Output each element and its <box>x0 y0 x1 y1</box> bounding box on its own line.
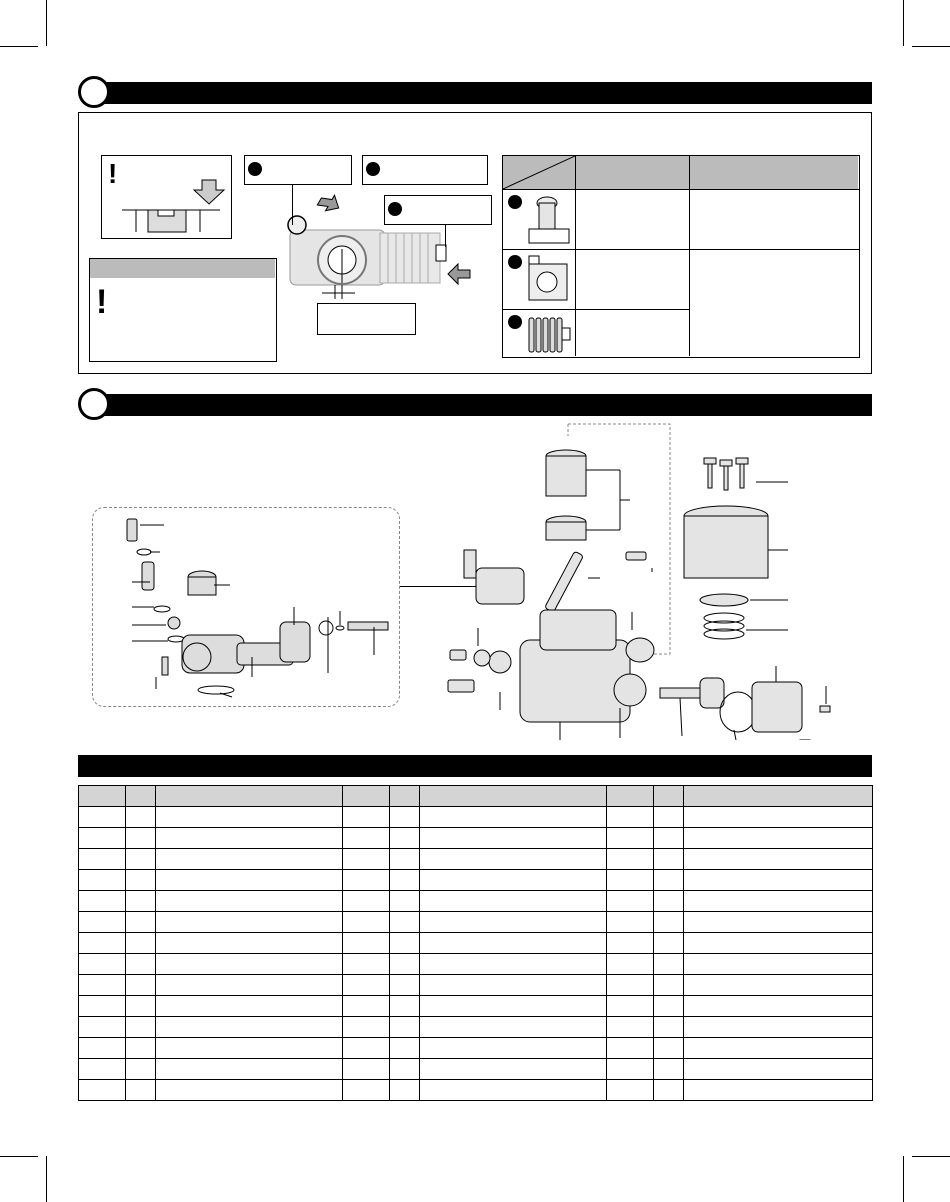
header-cell <box>79 786 126 807</box>
table-cell <box>607 828 654 849</box>
section-1-header-bar <box>98 82 872 104</box>
row-divider <box>503 189 859 190</box>
table-cell <box>126 933 156 954</box>
row-3-dot <box>508 315 522 329</box>
table-cell <box>390 870 420 891</box>
table-cell <box>79 807 126 828</box>
header-cell <box>126 786 156 807</box>
table-cell <box>343 807 390 828</box>
table-cell <box>607 975 654 996</box>
table-cell <box>654 1059 684 1080</box>
table-cell <box>607 891 654 912</box>
diagonal-header-line <box>503 156 575 189</box>
table-cell <box>390 1080 420 1101</box>
table-cell <box>684 828 873 849</box>
inspection-table <box>502 155 860 358</box>
row-1-dot <box>508 195 522 209</box>
leader-line <box>292 185 293 225</box>
header-cell <box>343 786 390 807</box>
crop-mark <box>903 1156 904 1202</box>
table-cell <box>654 891 684 912</box>
table-cell <box>684 975 873 996</box>
table-cell <box>654 933 684 954</box>
table-cell <box>79 870 126 891</box>
table-cell <box>156 912 343 933</box>
table-cell <box>79 828 126 849</box>
table-cell <box>684 1059 873 1080</box>
table-row <box>79 1080 873 1101</box>
crop-mark <box>46 0 47 46</box>
table-cell <box>79 996 126 1017</box>
table-cell <box>156 975 343 996</box>
table-cell <box>390 975 420 996</box>
table-cell <box>684 954 873 975</box>
table-cell <box>420 870 607 891</box>
table-cell <box>684 996 873 1017</box>
table-cell <box>156 807 343 828</box>
table-cell <box>343 849 390 870</box>
table-cell <box>684 912 873 933</box>
carburetor-exploded-view <box>92 507 402 707</box>
table-cell <box>390 954 420 975</box>
crop-mark <box>0 1156 38 1157</box>
table-cell <box>343 996 390 1017</box>
warning-mark: ! <box>108 158 118 189</box>
table-cell <box>390 807 420 828</box>
table-cell <box>684 849 873 870</box>
parts-table <box>78 785 873 1101</box>
table-cell <box>420 1059 607 1080</box>
table-cell <box>79 1059 126 1080</box>
table-cell <box>420 996 607 1017</box>
table-cell <box>343 912 390 933</box>
table-cell <box>126 1017 156 1038</box>
table-cell <box>343 891 390 912</box>
table-cell <box>79 891 126 912</box>
parts-table-body <box>79 807 873 1101</box>
table-row <box>79 975 873 996</box>
table-cell <box>156 954 343 975</box>
table-cell <box>126 807 156 828</box>
table-cell <box>343 1017 390 1038</box>
table-cell <box>420 1038 607 1059</box>
table-cell <box>420 807 607 828</box>
table-cell <box>79 849 126 870</box>
table-cell <box>126 1038 156 1059</box>
row-2-dot <box>508 255 522 269</box>
caution-header <box>90 259 275 278</box>
table-cell <box>390 933 420 954</box>
table-cell <box>79 1017 126 1038</box>
crop-mark <box>912 46 950 47</box>
table-cell <box>420 1017 607 1038</box>
callout-b <box>362 155 488 185</box>
col-divider <box>689 156 690 356</box>
table-cell <box>156 1017 343 1038</box>
table-cell <box>156 849 343 870</box>
table-cell <box>79 1080 126 1101</box>
header-cell <box>607 786 654 807</box>
table-cell <box>654 1017 684 1038</box>
row-divider <box>503 249 859 250</box>
table-cell <box>607 912 654 933</box>
table-row <box>79 1059 873 1080</box>
table-row <box>79 1017 873 1038</box>
header-cell <box>684 786 873 807</box>
table-cell <box>420 933 607 954</box>
table-cell <box>607 807 654 828</box>
table-row <box>79 828 873 849</box>
table-cell <box>420 954 607 975</box>
table-cell <box>420 891 607 912</box>
table-cell <box>156 1059 343 1080</box>
groove-diagram <box>102 156 233 240</box>
table-cell <box>684 1017 873 1038</box>
callout-a-dot <box>248 162 262 176</box>
table-cell <box>390 996 420 1017</box>
table-cell <box>684 870 873 891</box>
table-cell <box>79 933 126 954</box>
table-cell <box>126 1059 156 1080</box>
table-cell <box>156 891 343 912</box>
warning-box <box>101 155 232 239</box>
table-cell <box>654 849 684 870</box>
table-cell <box>156 870 343 891</box>
table-cell <box>156 1080 343 1101</box>
table-cell <box>684 807 873 828</box>
table-cell <box>420 828 607 849</box>
table-cell <box>79 912 126 933</box>
table-cell <box>390 912 420 933</box>
table-row <box>79 954 873 975</box>
table-cell <box>654 975 684 996</box>
table-cell <box>607 996 654 1017</box>
table-cell <box>126 849 156 870</box>
table-cell <box>343 870 390 891</box>
header-cell <box>420 786 607 807</box>
table-cell <box>343 975 390 996</box>
table-cell <box>126 1080 156 1101</box>
callout-b-dot <box>366 162 380 176</box>
table-cell <box>126 828 156 849</box>
air-filter-thumbnail <box>525 314 573 356</box>
table-cell <box>126 891 156 912</box>
table-cell <box>420 912 607 933</box>
table-cell <box>343 1038 390 1059</box>
table-cell <box>343 828 390 849</box>
table-cell <box>79 975 126 996</box>
table-cell <box>654 1080 684 1101</box>
table-cell <box>390 1038 420 1059</box>
table-row <box>79 807 873 828</box>
table-row <box>79 849 873 870</box>
table-row <box>79 870 873 891</box>
table-cell <box>126 975 156 996</box>
parts-list-header-bar <box>78 755 872 777</box>
table-cell <box>126 996 156 1017</box>
table-cell <box>390 849 420 870</box>
table-row <box>79 1038 873 1059</box>
measure-label-box <box>317 303 416 335</box>
table-cell <box>420 1080 607 1101</box>
section-2-number-circle <box>78 388 110 420</box>
table-cell <box>343 1080 390 1101</box>
crop-mark <box>46 1156 47 1202</box>
table-cell <box>654 828 684 849</box>
crop-mark <box>0 46 38 47</box>
engine-front-thumbnail <box>525 254 573 304</box>
crop-mark <box>912 1156 950 1157</box>
parts-table-header-row <box>79 786 873 807</box>
table-row <box>79 912 873 933</box>
engine-cleaning-diagram <box>280 185 480 305</box>
table-cell <box>156 828 343 849</box>
table-cell <box>126 954 156 975</box>
table-cell <box>79 1038 126 1059</box>
header-cell <box>390 786 420 807</box>
section-2-header-bar <box>98 394 872 416</box>
table-cell <box>79 954 126 975</box>
table-cell <box>607 849 654 870</box>
table-cell <box>390 828 420 849</box>
header-cell <box>156 786 343 807</box>
table-cell <box>654 912 684 933</box>
table-cell <box>654 807 684 828</box>
table-cell <box>343 933 390 954</box>
table-cell <box>156 996 343 1017</box>
section-1-number-circle <box>78 76 110 108</box>
table-cell <box>126 912 156 933</box>
table-cell <box>654 996 684 1017</box>
caution-mark: ! <box>96 283 108 321</box>
engine-exploded-view <box>420 420 840 740</box>
carburetor-thumbnail <box>525 193 573 247</box>
col-divider <box>575 156 576 356</box>
table-cell <box>607 1038 654 1059</box>
table-cell <box>126 870 156 891</box>
table-cell <box>654 870 684 891</box>
table-cell <box>420 975 607 996</box>
table-cell <box>420 849 607 870</box>
table-cell <box>607 1017 654 1038</box>
table-cell <box>654 1038 684 1059</box>
table-cell <box>607 1059 654 1080</box>
table-cell <box>390 891 420 912</box>
table-cell <box>343 954 390 975</box>
table-cell <box>684 1080 873 1101</box>
table-cell <box>684 933 873 954</box>
table-row <box>79 933 873 954</box>
table-row <box>79 996 873 1017</box>
header-cell <box>654 786 684 807</box>
table-cell <box>343 1059 390 1080</box>
table-cell <box>684 1038 873 1059</box>
table-cell <box>607 933 654 954</box>
table-cell <box>607 1080 654 1101</box>
table-cell <box>607 954 654 975</box>
leader-line <box>445 225 446 247</box>
table-row <box>79 891 873 912</box>
table-cell <box>390 1059 420 1080</box>
caution-box <box>89 258 277 362</box>
table-cell <box>607 870 654 891</box>
table-cell <box>390 1017 420 1038</box>
table-cell <box>684 891 873 912</box>
table-cell <box>654 954 684 975</box>
crop-mark <box>903 0 904 46</box>
table-cell <box>156 933 343 954</box>
row-divider <box>503 309 689 310</box>
table-cell <box>156 1038 343 1059</box>
